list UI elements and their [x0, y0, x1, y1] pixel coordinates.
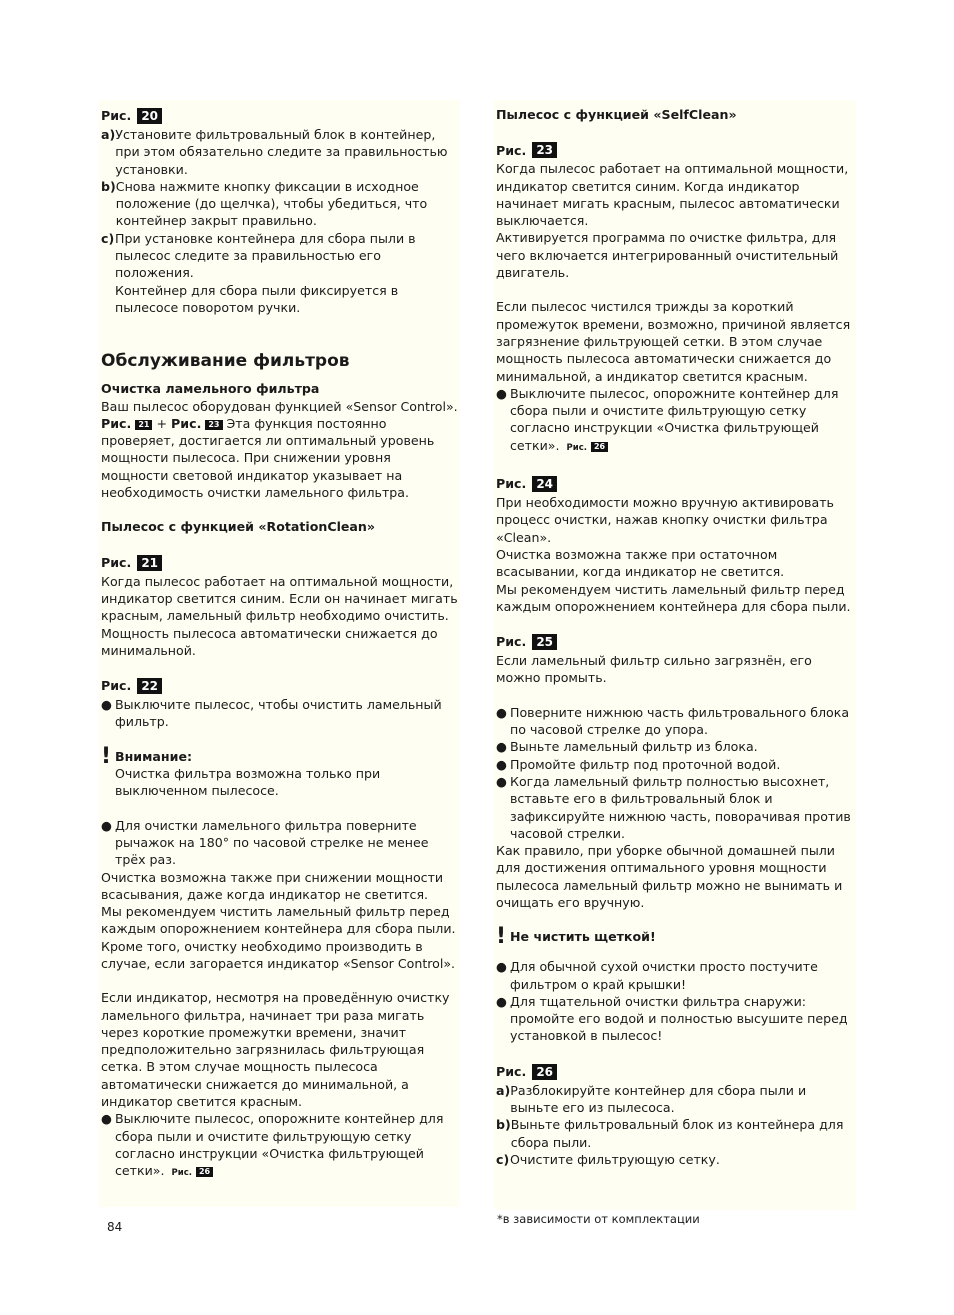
figure-number-badge: 23 — [205, 420, 222, 430]
list-item — [496, 1116, 856, 1151]
list-marker: b) — [496, 1117, 511, 1133]
list-item — [101, 817, 460, 869]
figure-number-badge: 26 — [196, 1167, 213, 1177]
list-item — [496, 993, 856, 1045]
paragraph: Активируется программа по очистке фильтра, для чего включается интегрированный очистительный двигатель. — [496, 230, 839, 281]
paragraph: Мы рекомендуем чистить ламельный фильтр перед каждым опорожнением контейнера для сбора пыли. — [101, 904, 456, 937]
figure-number-badge: 21 — [135, 420, 152, 430]
list-item-text: Разблокируйте контейнер для сбора пыли и выньте его из пылесоса. — [510, 1082, 807, 1116]
warning-text: Очистка фильтра возможна только при выключенном пылесосе. — [115, 766, 381, 799]
figure-label: Рис. — [496, 142, 527, 158]
paragraph — [101, 398, 460, 502]
list-marker: a) — [496, 1082, 511, 1098]
figure-label: Рис. — [171, 1168, 192, 1179]
list-item — [496, 773, 856, 842]
bullet-icon: ● — [496, 993, 507, 1009]
paragraph: Мы рекомендуем чистить ламельный фильтр перед каждым опорожнением контейнера для сбора пыли. — [496, 581, 851, 614]
footnote: *в зависимости от комплектации — [497, 1212, 700, 1226]
figure-25-heading — [496, 632, 856, 652]
paragraph: Очистка возможна также при снижении мощности всасывания, даже когда индикатор не светится. — [101, 869, 444, 902]
list-item-text: Промойте фильтр под проточной водой. — [510, 756, 781, 772]
figure-24-heading — [496, 474, 856, 494]
subsection-title: Пылесос с функцией «SelfClean» — [496, 107, 737, 122]
list-item — [101, 126, 460, 178]
paragraph: Если ламельный фильтр сильно загрязнён, его можно промыть. — [496, 653, 812, 686]
list-item — [101, 696, 460, 731]
plus-sign: + — [156, 415, 168, 431]
list-marker: c) — [101, 230, 115, 246]
list-item-continuation — [101, 282, 460, 317]
paragraph-text: Ваш пылесос оборудован функцией «Sensor Control». — [101, 398, 458, 414]
warning-title: Внимание: — [115, 748, 193, 764]
figure-number-badge: 20 — [137, 108, 162, 124]
exclamation-icon: ! — [101, 743, 112, 769]
list-item-text: Для тщательной очистки фильтра снаружи: промойте его водой и полностью высушите перед установкой в пылесос! — [510, 993, 848, 1044]
figure-label: Рис. — [101, 108, 132, 124]
paragraph: Если пылесос чистился трижды за короткий промежуток времени, возможно, причиной является загрязнение фильтрующей сетки. В этом случае мощность пылесоса автоматически снижается до минимальной, а индикатор светится красным. — [496, 299, 851, 384]
bullet-icon: ● — [496, 739, 507, 755]
figure-label: Рис. — [101, 415, 132, 431]
figure-21-heading — [101, 553, 460, 573]
figure-label: Рис. — [171, 415, 202, 431]
list-item — [496, 704, 856, 739]
paragraph: При необходимости можно вручную активировать процесс очистки, нажав кнопку очистки фильтра «Clean». — [496, 495, 834, 545]
exclamation-icon: ! — [496, 924, 507, 950]
figure-number-badge: 24 — [532, 476, 557, 492]
figure-label: Рис. — [496, 1064, 527, 1080]
list-marker: b) — [101, 178, 116, 194]
list-marker: c) — [496, 1151, 510, 1167]
paragraph: Очистка возможна также при остаточном всасывании, когда индикатор не светится. — [496, 546, 785, 580]
paragraph: Как правило, при уборке обычной домашней пыли для достижения оптимального уровня мощности пылесоса ламельный фильтр можно не вынимать и очищать его вручную. — [496, 843, 843, 910]
figure-label: Рис. — [566, 442, 587, 453]
bullet-icon: ● — [101, 697, 112, 713]
figure-number-badge: 22 — [137, 678, 162, 694]
figure-number-badge: 21 — [137, 555, 162, 571]
list-item-text-content: Выключите пылесос, опорожните контейнер для сбора пыли и очистите фильтрующую сетку согласно инструкции «Очистка фильтрующей сетки». — [115, 1111, 444, 1179]
list-item-text — [510, 385, 856, 457]
figure-26-heading — [496, 1062, 856, 1082]
list-item — [101, 230, 460, 282]
list-item-text: Выключите пылесос, чтобы очистить ламельный фильтр. — [115, 697, 442, 730]
list-item-text — [115, 1110, 460, 1182]
figure-number-badge: 25 — [532, 634, 557, 650]
list-item-text: Снова нажмите кнопку фиксации в исходное положение (до щелчка), чтобы убедиться, что контейнер закрыт правильно. — [115, 178, 428, 229]
right-column — [494, 100, 856, 1210]
section-title: Обслуживание фильтров — [101, 351, 350, 372]
list-item-text: Для очистки ламельного фильтра поверните рычажок на 180° по часовой стрелке не менее трёх раз. — [115, 817, 429, 868]
paragraph-text: Эта функция постоянно проверяет, достигается ли оптимальный уровень мощности пылесоса. При снижении уровня мощности световой индикатор указывает на необходимость очистки ламельного фильтра. — [101, 415, 435, 501]
bullet-icon: ● — [496, 773, 507, 789]
list-marker: a) — [101, 127, 116, 142]
list-item-text: Установите фильтровальный блок в контейнер, при этом обязательно следите за правильностью установки. — [115, 127, 448, 177]
list-item-text: Выньте фильтровальный блок из контейнера для сбора пыли. — [510, 1117, 844, 1150]
list-item-text: При установке контейнера для сбора пыли в пылесос следите за правильностью его положения. — [115, 230, 416, 281]
list-item-text: Для обычной сухой очистки просто постучите фильтром о край крышки! — [510, 959, 818, 992]
figure-number-badge: 26 — [591, 442, 608, 452]
bullet-icon: ● — [101, 1111, 112, 1127]
list-item — [101, 178, 460, 230]
subsection-title: Пылесос с функцией «RotationClean» — [101, 519, 376, 535]
figure-20-heading — [101, 106, 460, 126]
bullet-icon: ● — [496, 385, 507, 401]
paragraph: Контейнер для сбора пыли фиксируется в пылесосе поворотом ручки. — [115, 282, 399, 315]
list-item — [496, 958, 856, 993]
figure-number-badge: 23 — [532, 142, 557, 158]
figure-23-heading — [496, 140, 856, 160]
bullet-icon: ● — [101, 817, 112, 833]
warning-notice — [101, 743, 460, 800]
list-item — [496, 738, 856, 755]
list-item — [496, 1082, 856, 1117]
bullet-icon: ● — [496, 704, 507, 720]
list-item-text: Выньте ламельный фильтр из блока. — [510, 739, 758, 755]
list-item-text: Поверните нижнюю часть фильтровального блока по часовой стрелке до упора. — [510, 704, 850, 738]
paragraph: Когда пылесос работает на оптимальной мощности, индикатор светится синим. Если он начинает мигать красным, ламельный фильтр необходимо очистить. Мощность пылесоса автоматически снижается до минимальной. — [101, 573, 458, 658]
figure-number-badge: 26 — [532, 1064, 557, 1080]
list-item-text-content: Выключите пылесос, опорожните контейнер для сбора пыли и очистите фильтрующую сетку согласно инструкции «Очистка фильтрующей сетки». — [510, 385, 839, 453]
list-item-text: Очистите фильтрующую сетку. — [510, 1151, 720, 1167]
figure-label: Рис. — [101, 554, 132, 570]
subsection-title: Очистка ламельного фильтра — [101, 381, 320, 397]
list-item — [101, 1110, 460, 1182]
figure-22-heading — [101, 676, 460, 696]
figure-label: Рис. — [496, 476, 527, 492]
list-item — [496, 1151, 856, 1168]
paragraph: Кроме того, очистку необходимо производить в случае, если загорается индикатор «Sensor Control». — [101, 938, 456, 971]
page-number: 84 — [107, 1220, 123, 1234]
figure-label: Рис. — [101, 678, 132, 694]
warning-title: Не чистить щеткой! — [510, 929, 656, 945]
list-item — [496, 385, 856, 457]
bullet-icon: ● — [496, 959, 507, 975]
figure-label: Рис. — [496, 634, 527, 650]
list-item-text: Когда ламельный фильтр полностью высохнет, вставьте его в фильтровальный блок и зафиксируйте нижнюю часть, поворачивая против часовой стрелки. — [510, 773, 851, 841]
left-column — [99, 100, 460, 1207]
paragraph: Когда пылесос работает на оптимальной мощности, индикатор светится синим. Когда индикатор начинает мигать красным, пылесос автоматически выключается. — [496, 161, 849, 229]
warning-notice — [496, 924, 856, 950]
bullet-icon: ● — [496, 756, 507, 772]
paragraph: Если индикатор, несмотря на проведённую очистку ламельного фильтра, начинает три раза мигать через короткие промежутки времени, значит предположительно загрязнилась фильтрующая сетка. В этом случае мощность пылесоса автоматически снижается до минимальной, а индикатор светится красным. — [101, 990, 450, 1110]
list-item — [496, 756, 856, 773]
